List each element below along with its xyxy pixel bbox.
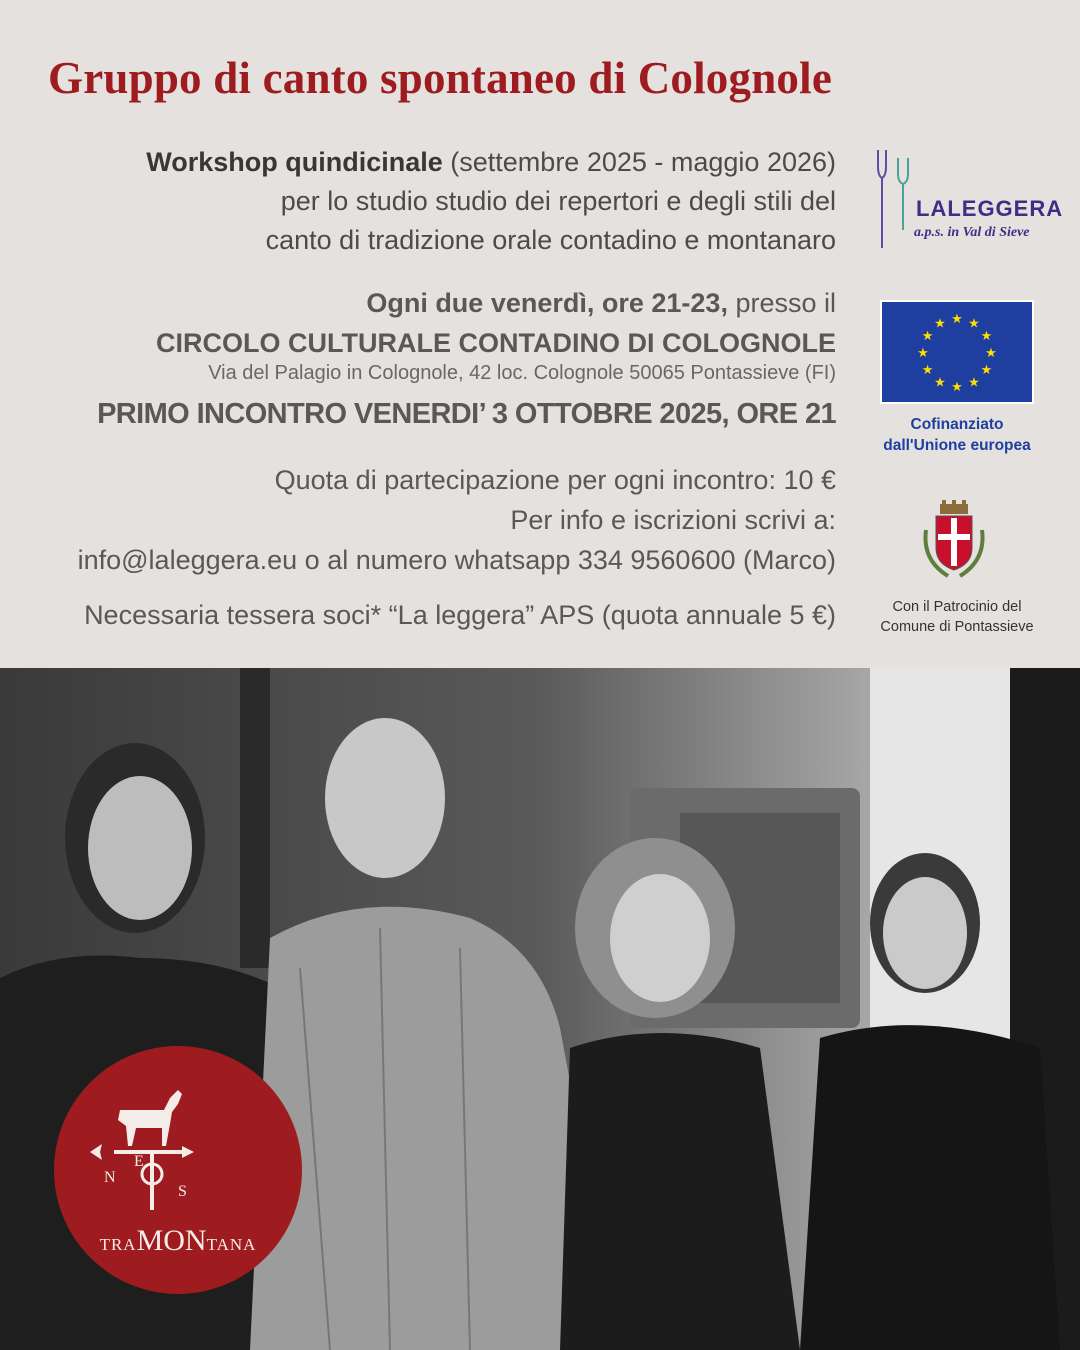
eu-star-icon: ★ bbox=[951, 379, 963, 394]
eu-cofinanced-label bbox=[860, 414, 1054, 456]
eu-star-icon: ★ bbox=[985, 345, 997, 360]
svg-text:E: E bbox=[134, 1153, 144, 1170]
eu-line-1: Cofinanziato bbox=[910, 416, 1004, 433]
venue-address: Via del Palagio in Colognole, 42 loc. Colognole 50065 Pontassieve (FI) bbox=[208, 362, 836, 384]
fork-icon bbox=[870, 150, 920, 250]
patronage-label bbox=[860, 597, 1054, 637]
membership-note: Necessaria tessera soci* “La leggera” APS (quota annuale 5 €) bbox=[84, 600, 836, 630]
eu-star-icon: ★ bbox=[968, 374, 980, 390]
svg-text:S: S bbox=[178, 1183, 187, 1200]
fee-line: Quota di partecipazione per ogni incontro: 10 € bbox=[274, 465, 836, 495]
patronage-line-1: Con il Patrocinio del bbox=[892, 599, 1022, 615]
workshop-period: (settembre 2025 - maggio 2026) bbox=[442, 147, 836, 177]
patronage-line-2: Comune di Pontassieve bbox=[880, 619, 1034, 635]
eu-flag-icon bbox=[880, 300, 1034, 404]
eu-star-icon: ★ bbox=[968, 315, 980, 331]
eu-star-icon: ★ bbox=[917, 345, 929, 360]
workshop-title: Workshop quindicinale bbox=[146, 147, 443, 177]
laleggera-subtitle: a.p.s. in Val di Sieve bbox=[914, 225, 1030, 240]
eu-star-icon: ★ bbox=[934, 315, 946, 331]
workshop-line-2: per lo studio studio dei repertori e degli stili del bbox=[280, 186, 836, 216]
schedule-time: Ogni due venerdì, ore 21-23, bbox=[366, 288, 728, 318]
venue-name: CIRCOLO CULTURALE CONTADINO DI COLOGNOLE bbox=[156, 328, 836, 358]
contact-line[interactable]: info@laleggera.eu o al numero whatsapp 334 9560600 (Marco) bbox=[77, 545, 836, 575]
laleggera-name: LALEGGERA bbox=[916, 196, 1064, 221]
eu-star-icon: ★ bbox=[921, 362, 934, 377]
workshop-description bbox=[146, 143, 836, 260]
eu-line-2: dall'Unione europea bbox=[883, 437, 1031, 454]
eu-star-icon: ★ bbox=[934, 374, 946, 390]
eu-star-icon: ★ bbox=[951, 311, 963, 326]
tramontana-logo bbox=[54, 1046, 302, 1294]
eu-star-icon: ★ bbox=[921, 328, 934, 343]
schedule-block bbox=[156, 283, 836, 363]
pontassieve-crest-icon bbox=[918, 500, 990, 580]
first-meeting: PRIMO INCONTRO VENERDI’ 3 OTTOBRE 2025, ORE 21 bbox=[97, 398, 836, 430]
fee-info bbox=[78, 460, 836, 580]
page-title: Gruppo di canto spontaneo di Colognole bbox=[48, 53, 833, 103]
tramontana-wordmark: TRAMONTANA bbox=[99, 1224, 257, 1257]
svg-text:N: N bbox=[104, 1169, 116, 1186]
schedule-presso: presso il bbox=[727, 288, 836, 318]
eu-star-icon: ★ bbox=[980, 362, 993, 377]
info-line: Per info e iscrizioni scrivi a: bbox=[510, 505, 836, 535]
eu-star-icon: ★ bbox=[980, 328, 993, 343]
laleggera-logo bbox=[870, 150, 1064, 260]
workshop-line-3: canto di tradizione orale contadino e montanaro bbox=[265, 225, 836, 255]
